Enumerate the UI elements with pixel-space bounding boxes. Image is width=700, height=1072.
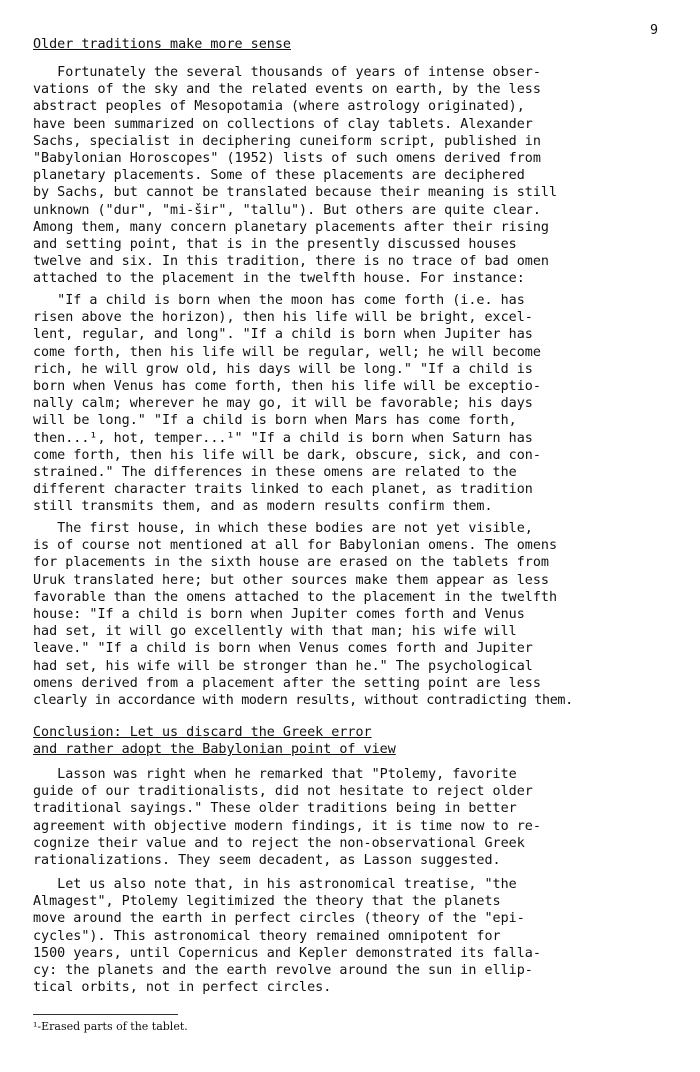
text-line: guide of our traditionalists, did not hesitate to reject older	[33, 784, 533, 800]
text-line: unknown ("dur", "mi-šir", "tallu"). But others are quite clear.	[33, 202, 541, 218]
heading-line: Conclusion: Let us discard the Greek error	[33, 725, 372, 740]
text-line: had set, his wife will be stronger than he." The psychological	[33, 658, 533, 674]
paragraph-5	[33, 876, 663, 996]
text-line: agreement with objective modern findings, it is time now to re-	[33, 818, 541, 834]
text-line: lent, regular, and long". "If a child is born when Jupiter has	[33, 327, 533, 343]
footnote-divider	[33, 1014, 178, 1015]
footnote: ¹-Erased parts of the tablet.	[33, 1020, 188, 1033]
text-line: and setting point, that is in the presently discussed houses	[33, 237, 517, 253]
text-line: come forth, then his life will be regular, well; he will become	[33, 344, 541, 360]
text-line: twelve and six. In this tradition, there is no trace of bad omen	[33, 254, 549, 270]
text-line: Fortunately the several thousands of years of intense obser-	[33, 65, 541, 80]
text-line: attached to the placement in the twelfth house. For instance:	[33, 271, 525, 287]
text-line: The first house, in which these bodies are not yet visible,	[33, 521, 533, 536]
text-line: rich, he will grow old, his days will be long." "If a child is	[33, 361, 533, 377]
text-line: rationalizations. They seem decadent, as Lasson suggested.	[33, 853, 501, 869]
page-number: 9	[650, 23, 659, 38]
text-line: Among them, many concern planetary placements after their rising	[33, 219, 549, 235]
text-line: move around the earth in perfect circles (theory of the "epi-	[33, 911, 525, 927]
section-heading-conclusion	[33, 724, 663, 758]
section-heading-older-traditions	[33, 36, 663, 53]
text-line: for placements in the sixth house are erased on the tablets from	[33, 555, 549, 571]
text-line: Lasson was right when he remarked that "Ptolemy, favorite	[33, 767, 517, 782]
text-line: house: "If a child is born when Jupiter comes forth and Venus	[33, 607, 525, 623]
text-line: Almagest", Ptolemy legitimized the theory that the planets	[33, 894, 501, 910]
text-line: had set, it will go excellently with that man; his wife will	[33, 624, 517, 640]
text-line: still transmits them, and as modern results confirm them.	[33, 499, 493, 515]
text-line: risen above the horizon), then his life will be bright, excel-	[33, 310, 533, 326]
text-line: favorable than the omens attached to the placement in the twelfth	[33, 589, 558, 605]
text-line: come forth, then his life will be dark, obscure, sick, and con-	[33, 447, 541, 463]
text-line: then...¹, hot, temper...¹" "If a child is born when Saturn has	[33, 430, 533, 446]
text-line: 1500 years, until Copernicus and Kepler demonstrated its falla-	[33, 945, 541, 961]
paragraph-3	[33, 520, 663, 709]
text-line: "Babylonian Horoscopes" (1952) lists of such omens derived from	[33, 151, 541, 167]
text-line: vations of the sky and the related events on earth, by the less	[33, 82, 541, 98]
text-line: cycles"). This astronomical theory remained omnipotent for	[33, 928, 501, 944]
text-line: by Sachs, but cannot be translated because their meaning is still	[33, 185, 558, 201]
text-line: Let us also note that, in his astronomical treatise, "the	[33, 877, 517, 892]
text-line: nally calm; wherever he may go, it will be favorable; his days	[33, 396, 533, 412]
heading-line: and rather adopt the Babylonian point of view	[33, 742, 396, 758]
text-line: different character traits linked to each planet, as tradition	[33, 482, 533, 498]
text-line: leave." "If a child is born when Venus comes forth and Jupiter	[33, 641, 533, 657]
text-line: cognize their value and to reject the non-observational Greek	[33, 835, 525, 851]
text-line: tical orbits, not in perfect circles.	[33, 980, 332, 996]
text-line: strained." The differences in these omens are related to the	[33, 465, 517, 481]
text-line: Sachs, specialist in deciphering cuneiform script, published in	[33, 133, 541, 149]
text-line: "If a child is born when the moon has come forth (i.e. has	[33, 293, 525, 308]
text-line: traditional sayings." These older traditions being in better	[33, 801, 517, 817]
text-line: born when Venus has come forth, then his life will be exceptio-	[33, 379, 541, 395]
text-line: will be long." "If a child is born when Mars has come forth,	[33, 413, 517, 429]
text-line: omens derived from a placement after the setting point are less	[33, 675, 541, 691]
paragraph-1	[33, 64, 663, 288]
text-line: planetary placements. Some of these placements are deciphered	[33, 168, 525, 184]
text-line: have been summarized on collections of clay tablets. Alexander	[33, 116, 533, 132]
text-line: clearly in accordance with modern results, without contradicting them.	[33, 693, 573, 709]
text-line: cy: the planets and the earth revolve around the sun in ellip-	[33, 963, 533, 979]
text-line: Uruk translated here; but other sources make them appear as less	[33, 572, 549, 588]
paragraph-4	[33, 766, 663, 869]
paragraph-2	[33, 292, 663, 516]
text-line: abstract peoples of Mesopotamia (where astrology originated),	[33, 99, 525, 115]
heading-line: Older traditions make more sense	[33, 37, 291, 52]
text-line: is of course not mentioned at all for Babylonian omens. The omens	[33, 538, 558, 554]
